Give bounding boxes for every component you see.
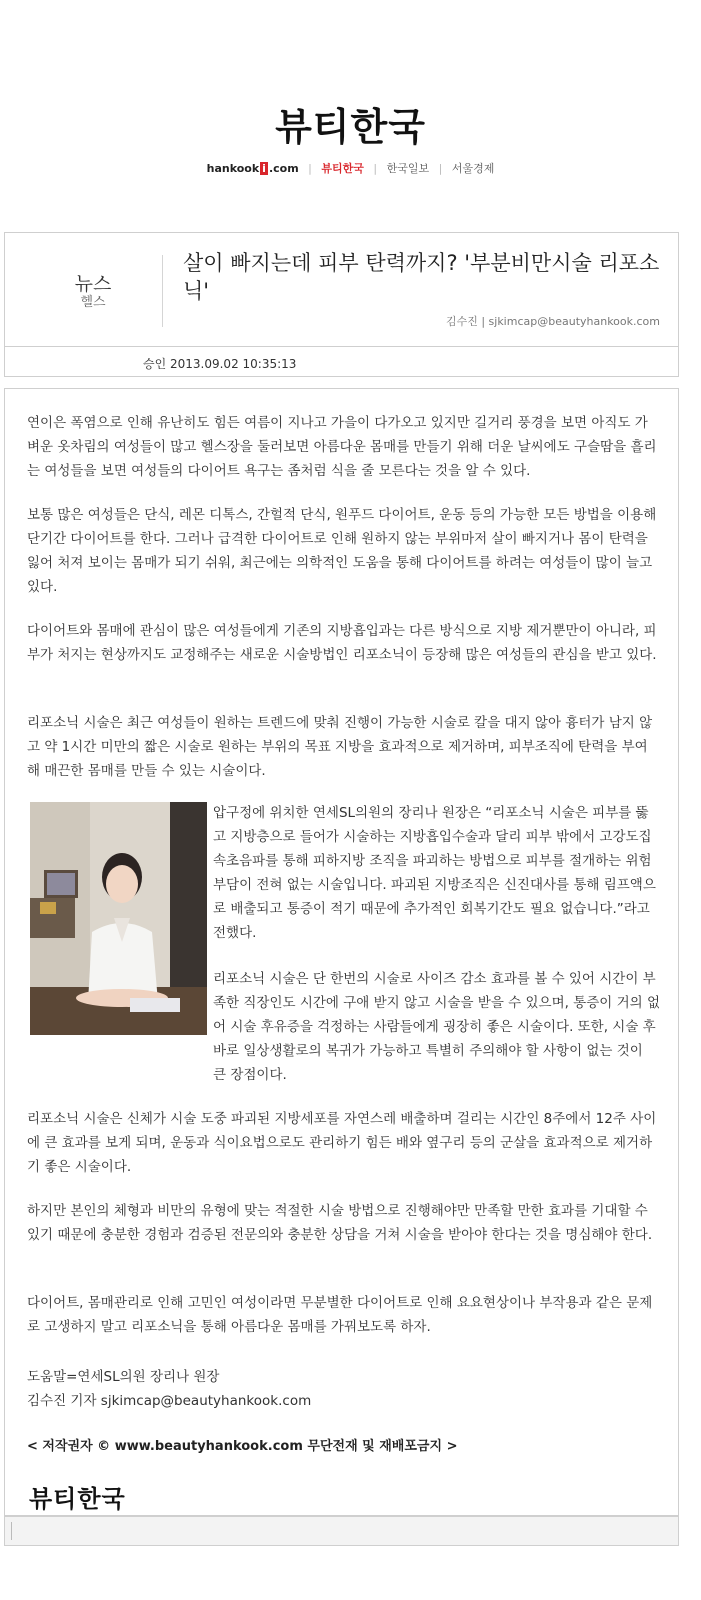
article-byline: 김수진 | sjkimcap@beautyhankook.com: [445, 315, 660, 328]
paragraph: 압구정에 위치한 연세SL의원의 장리나 원장은 “리포소닉 시술은 피부를 뚫고 지방층으로 들어가 시술하는 지방흡입수술과 달리 피부 밖에서 고강도집속초음파를 통해 피하지방 조직을 파괴하는 방법으로 피부를 절개하는 위험부담이 전혀 없는 시술입니다. 파괴된 지방조직은 신진대사를 통해 림프액으로 배출되고 통증이 적기 때문에 추가적인 회복기간도 필요 없습니다.”라고 전했다.: [213, 805, 656, 941]
paragraph: 리포소닉 시술은 단 한번의 시술로 사이즈 감소 효과를 볼 수 있어 시간이 부족한 직장인도 시간에 구애 받지 않고 시술을 받을 수 있으며, 통증이 거의 없어 시술 후유증을 걱정하는 사람들에게 굉장히 좋은 시술이다. 또한, 시술 후 바로 일상생활로의 복귀가 가능하고 특별히 주의해야 할 사항이 없는 것이 큰 장점이다.: [213, 971, 661, 1083]
bottom-bar: [4, 1516, 679, 1546]
category-label[interactable]: 뉴스: [74, 273, 112, 295]
nav-item-seoulkyungje[interactable]: 서울경제: [451, 162, 495, 175]
date-bar: [4, 347, 679, 377]
paragraph: 리포소닉 시술은 신체가 시술 도중 파괴된 지방세포를 자연스레 배출하며 걸리는 시간인 8주에서 12주 사이에 큰 효과를 보게 되며, 운동과 식이요법으로도 관리하기 힘든 배와 옆구리 등의 군살을 효과적으로 제거하기 좋은 시술이다.: [27, 1111, 657, 1175]
paragraph: 하지만 본인의 체형과 비만의 유형에 맞는 적절한 시술 방법으로 진행해야만 만족할 만한 효과를 기대할 수 있기 때문에 충분한 경험과 검증된 전문의와 충분한 상담을 거쳐 시술을 받아야 한다는 것을 명심해야 한다.: [27, 1203, 653, 1243]
top-nav: [0, 160, 701, 176]
footer-logo[interactable]: 뷰티한국: [29, 1485, 126, 1513]
credit-reporter: 김수진 기자 sjkimcap@beautyhankook.com: [27, 1393, 312, 1409]
header-divider: [162, 255, 163, 327]
category-block: [33, 273, 153, 311]
article-header: [4, 232, 679, 347]
paragraph: 연이은 폭염으로 인해 유난히도 힘든 여름이 지나고 가을이 다가오고 있지만 길거리 풍경을 보면 아직도 가벼운 옷차림의 여성들이 많고 헬스장을 둘러보면 아름다운 몸매를 만들기 위해 더운 날씨에도 구슬땀을 흘리는 여성들을 보면 여성들의 다이어트 욕구는 좀처럼 식을 줄 모른다는 것을 알 수 있다.: [27, 415, 657, 479]
bottom-bar-divider: [11, 1522, 12, 1540]
paragraph: 다이어트와 몸매에 관심이 많은 여성들에게 기존의 지방흡입과는 다른 방식으로 지방 제거뿐만이 아니라, 피부가 처지는 현상까지도 교정해주는 새로운 시술방법인 리포소닉이 등장해 많은 여성들의 관심을 받고 있다.: [27, 623, 657, 663]
paragraph: 보통 많은 여성들은 단식, 레몬 디톡스, 간헐적 단식, 원푸드 다이어트, 운동 등의 가능한 모든 방법을 이용해 단기간 다이어트를 한다. 그러나 급격한 다이어트로 인해 원하지 않는 부위마저 살이 빠지거나 몸이 탄력을 잃어 처져 보이는 몸매가 되기 쉬워, 최근에는 의학적인 도움을 통해 다이어트를 하려는 여성들이 많이 늘고 있다.: [27, 507, 657, 595]
doctor-photo: [30, 802, 207, 1035]
photo-image: [30, 802, 207, 1035]
article-headline: 살이 빠지는데 피부 탄력까지? '부분비만시술 리포소닉': [183, 251, 660, 303]
nav-item-beautyhankook[interactable]: 뷰티한국: [321, 162, 364, 175]
subcategory-label[interactable]: 헬스: [80, 295, 106, 310]
hankooki-link[interactable]: hankook i .com: [206, 161, 299, 175]
copyright-notice: < 저작권자 © www.beautyhankook.com 무단전재 및 재배포금지 >: [27, 1439, 458, 1454]
site-logo[interactable]: 뷰티한국: [275, 105, 426, 149]
nav-item-hankookilbo[interactable]: 한국일보: [386, 162, 430, 175]
publish-date: 승인 2013.09.02 10:35:13: [143, 357, 297, 371]
paragraph: 리포소닉 시술은 최근 여성들이 원하는 트렌드에 맞춰 진행이 가능한 시술로 칼을 대지 않아 흉터가 남지 않고 약 1시간 미만의 짧은 시술로 원하는 부위의 목표 지방을 효과적으로 제거하며, 피부조직에 탄력을 부여해 매끈한 몸매를 만들 수 있는 시술이다.: [27, 715, 653, 779]
nav-divider: |: [308, 161, 312, 175]
credit-advisor: 도움말=연세SL의원 장리나 원장: [27, 1369, 220, 1385]
article-body: [4, 388, 679, 1516]
nav-divider: |: [373, 161, 378, 175]
nav-divider: |: [438, 161, 443, 175]
paragraph: 다이어트, 몸매관리로 인해 고민인 여성이라면 무분별한 다이어트로 인해 요요현상이나 부작용과 같은 문제로 고생하지 말고 리포소닉을 통해 아름다운 몸매를 가꿔보도록 하자.: [27, 1295, 653, 1335]
masthead: [0, 0, 701, 232]
